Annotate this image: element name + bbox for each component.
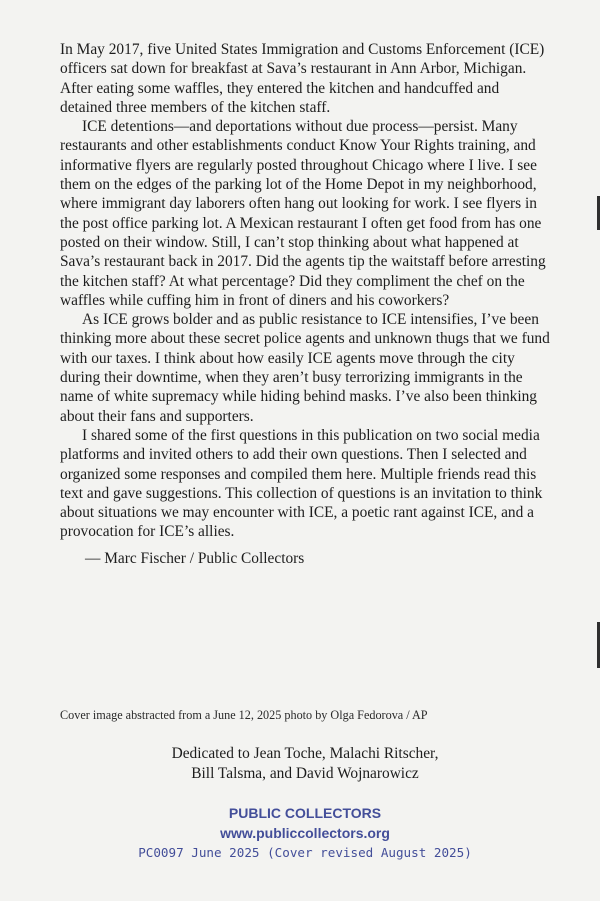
publication-code: PC0097 June 2025 (Cover revised August 2025) — [138, 845, 472, 860]
paragraph-intro: In May 2017, five United States Immigration and Customs Enforcement (ICE) officers sat down for breakfast at Sava’s restaurant in Ann Arbor, Michigan. After eating some waffles, they entered the kitchen and handcuffed and detained three members of the kitchen staff. — [60, 41, 545, 116]
paragraph-detentions: ICE detentions—and deportations without due process—persist. Many restaurants and other establishments conduct Know Your Rights training, and informative flyers are regularly posted throughout Chicago where I live. I see them on the edges of the parking lot of the Home Depot in my neighborhood, where immigrant day laborers often hang out looking for work. I see flyers in the post office parking lot. A Mexican restaurant I often get food from has one posted on their window. Still, I can’t stop thinking about what happened at Sava’s restaurant back in 2017. Did the agents tip the waitstaff before arresting the kitchen staff? At what percentage? Did they compliment the chef on the waffles while cuffing him in front of diners and his coworkers? — [60, 118, 546, 309]
dedication-line-2: Bill Talsma, and David Wojnarowicz — [191, 765, 419, 782]
paragraph-resistance: As ICE grows bolder and as public resistance to ICE intensifies, I’ve been thinking more about these secret police agents and unknown thugs that we fund with our taxes. I think about how easily ICE agents move through the city during their downtime, when they aren’t busy terrorizing immigrants in the name of white supremacy while hiding behind masks. I’ve also been thinking about their fans and supporters. — [60, 311, 550, 425]
author-signature: — Marc Fischer / Public Collectors — [85, 549, 305, 567]
publisher-url: www.publiccollectors.org — [220, 825, 390, 841]
publisher-name: PUBLIC COLLECTORS — [228, 805, 382, 821]
publisher-block — [40, 803, 570, 863]
cover-image-credit: Cover image abstracted from a June 12, 2025 photo by Olga Fedorova / AP — [60, 708, 428, 722]
essay-body — [60, 40, 550, 568]
paragraph-questions: I shared some of the first questions in this publication on two social media platforms and invited others to add their own questions. Then I selected and organized some responses and compiled them here. Multiple friends read this text and gave suggestions. This collection of questions is an invitation to think about situations we may encounter with ICE, a poetic rant against ICE, and a provocation for ICE’s allies. — [60, 426, 543, 541]
dedication-line-1: Dedicated to Jean Toche, Malachi Ritscher, — [171, 745, 439, 762]
dedication — [60, 744, 550, 784]
